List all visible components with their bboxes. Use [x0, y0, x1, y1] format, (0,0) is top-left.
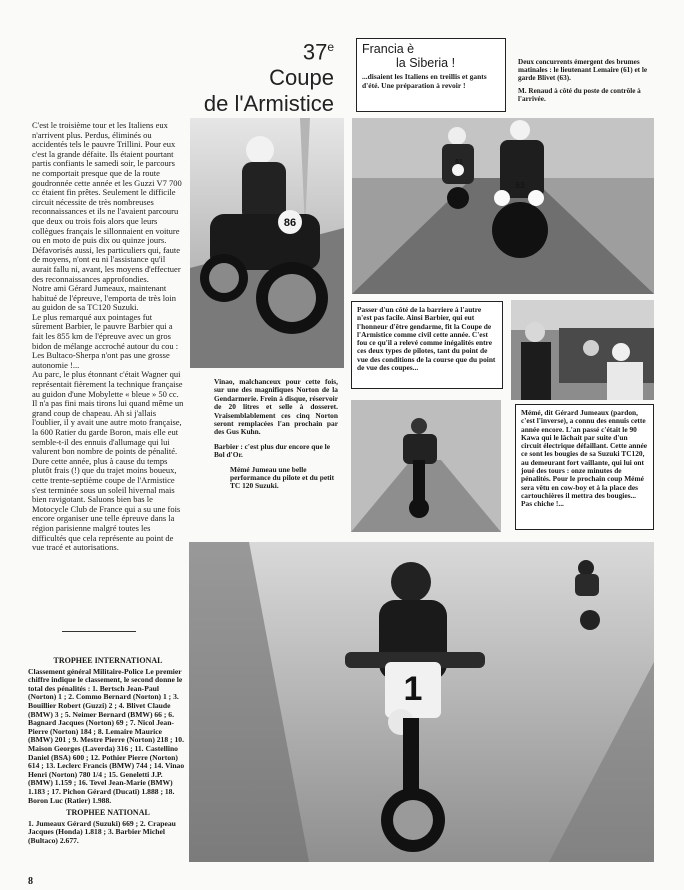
caption-vinao-p2: Barbier : c'est plus dur encore que le Bol d'Or. — [214, 441, 330, 460]
photo-control-post — [511, 300, 654, 400]
caption-top-right-p2: M. Renaud à côté du poste de contrôle à l'arrivée. — [518, 86, 641, 103]
body-paragraph: Au parc, le plus étonnant c'était Wagner qui représentait fièrement la technique française au guidon d'une Mobylette « bleue » 50 cc. Il n'a pas fini mais tirons lui quand même un grand coup de chapeau. Ah si j'allais l'oublier, il y avait une autre moto française, la 600 Ratier du garde Boron, mais elle eut semble-t-il des ennuis d'allumage qui lui valurent bon nombre de points de pénalité. — [32, 369, 184, 457]
number-plate-duo-left: 61 — [455, 159, 463, 166]
sidebox-headline-2: la Siberia ! — [396, 56, 456, 70]
article-title — [184, 34, 334, 117]
photo-barbier — [351, 400, 501, 532]
box-meme — [515, 404, 654, 530]
caption-top-right-p1: Deux concurrents émergent des brumes matinales : le lieutenant Lemaire (61) et le garde Blivet (63). — [518, 58, 648, 83]
body-paragraph: Notre ami Gérard Jumeaux, maintenant habitué de l'épreuve, l'emporta de très loin au guidon de sa TC120 Suzuki. — [32, 283, 176, 313]
box-barriere-text: Passer d'un côté de la barriere à l'autre n'est pas facile. Ainsi Barbier, qui eut l'honneur d'être gendarme, fit la Coupe de l'Armistice comme civil cette année. C'est fou ce qu'il a relevé comme inégalités entre ces deux types de pilotes, tant du point de vue des conditions de la course que du point de vue des coupes... — [357, 305, 496, 373]
sidebox-text: ...disaient les Italiens en treillis et gants d'été. Une préparation à revoir ! — [362, 72, 487, 90]
intl-results: Classement général Militaire-Police Le premier chiffre indique le classement, le second donne le total des pénalités : 1. Bertsch Jean-Paul (Norton) 1 ; 2. Commo Bernard (Norton) 1 ; 3. Bouillier Robert (Guzzi) 2 ; 4. Blivet Claude (BMW) 3 ; 5. Neimer Bernard (BMW) 66 ; 6. Bagnard Jacques (Norton) 69 ; 7. Nicol Jean-Pierre (Norton) 184 ; 8. Lemaire Maurice (BMW) 201 ; 9. Mestre Pierre (Norton) 218 ; 10. Maison Georges (Laverda) 316 ; 11. Castellino Daniel (BSA) 600 ; 12. Pothier Pierre (Norton) 614 ; 13. Leclerc Francis (BMW) 744 ; 14. Vinao Henri (Norton) 780 1/4 ; 15. Geneletti J.P. (BMW) 1.159 ; 16. Tevel Jean-Marie (BMW) 1.183 ; 17. Pichon Gérard (Ducati) 1.888 ; 18. Boron Luc (Ratier) 1.988. — [28, 666, 185, 805]
intl-title: TROPHEE INTERNATIONAL — [53, 656, 163, 665]
number-plate-big: 1 — [403, 670, 423, 708]
box-barriere — [351, 301, 503, 389]
divider — [62, 631, 136, 632]
caption-vinao — [214, 378, 338, 491]
body-paragraph: C'est le troisième tour et les Italiens eux n'arrivent plus. Perdus, éliminés ou accidentés tels le pauvre Trillini. Pour eux c'est la grande défaite. Ils étaient pourtant partis confiants le samedi soir, le parcours ne comportait presque que de la route goudronnée cette année et les Guzzi V7 700 cc étaient fin prêtes. Seulement le difficile circuit nécessite de très nombreuses reconnaissances et ils ne l'avaient parcouru que deux ou trois fois alors que leurs collègues français le sillonnaient en voiture ou en moto de puis dix ou quinze jours. — [32, 120, 182, 246]
results-section — [28, 657, 188, 845]
body-paragraph: Dure cette année, plus à cause du temps plutôt frais (!) que du trajet moins boueux, cette trente-septième coupe de l'Armistice s'est terminée sous un soleil hivernal mais bien ravigotant. Saluons bien bas le Motocycle Club de France qui a su une fois encore organiser une telle épreuve dans la région parisienne malgré toutes les difficultés que cela représente au point de vue tracé et autorisations. — [32, 455, 181, 553]
page-number: 8 — [28, 876, 33, 887]
nat-results: 1. Jumeaux Gérard (Suzuki) 669 ; 2. Crapeau Jacques (Honda) 1.818 ; 3. Barbier Michel (Bultaco) 2.677. — [28, 818, 176, 845]
body-paragraph: Défavorisés aussi, les particuliers qui, faute de moyens, n'ont eu ni l'assistance qu'il aurait fallu ni, avant, les moyens d'effectuer des reconnaissances approfondies. — [32, 244, 181, 284]
article-body — [32, 121, 184, 553]
photo-two-riders — [352, 118, 654, 294]
caption-vinao-p1: Vinao, malchanceux pour cette fois, sur une des magnifiques Norton de la Gendarmerie. Frein à disque, réservoir de 20 litres et selle à dosseret. Vraisemblablement ces cinq Norton seront remplacées l'an prochain par des Gus Kuhn. — [214, 377, 338, 437]
nat-title: TROPHEE NATIONAL — [66, 808, 150, 818]
sidebox-headline-1: Francia è — [362, 42, 415, 56]
title-number: 37 — [302, 39, 328, 65]
caption-vinao-p3: Mémé Jumeau une belle performance du pilote et du petit TC 120 Suzuki. — [230, 464, 335, 491]
title-sup: e — [327, 40, 334, 54]
francia-sidebox — [356, 38, 506, 112]
photo-vinao-norton — [190, 118, 344, 368]
caption-top-right — [518, 58, 648, 103]
title-line2: Coupe — [269, 65, 334, 91]
number-plate-vinao: 86 — [283, 217, 297, 229]
box-meme-text: Mémé, dit Gérard Jumeaux (pardon, c'est l'inverse), a connu des ennuis cette année encore. L'an passé c'était le 90 Kawa qui le lâchait par suite d'un circuit électrique défaillant. Cette année ce sont les bougies de sa Suzuki TC120, au demeurant fort vaillante, qui lui ont joué des tours : onze minutes de pénalités. Pour le prochain coup Mémé sera vêtu en cow-boy et à la place des cartouchières il mettra des bougies... Pas chiche !... — [521, 408, 648, 509]
photo-jumeaux-suzuki — [189, 542, 654, 862]
title-line3: de l'Armistice — [203, 91, 334, 117]
body-paragraph: Le plus remarqué aux pointages fut sûrement Barbier, le pauvre Barbier qui a fait les 855 km de l'épreuve avec un gros bidon de mélange accroché autour du cou : Les Bultaco-Sherpa n'ont pas une grosse autonomie !... — [32, 311, 179, 370]
number-plate-duo-right: 63 — [515, 181, 525, 190]
